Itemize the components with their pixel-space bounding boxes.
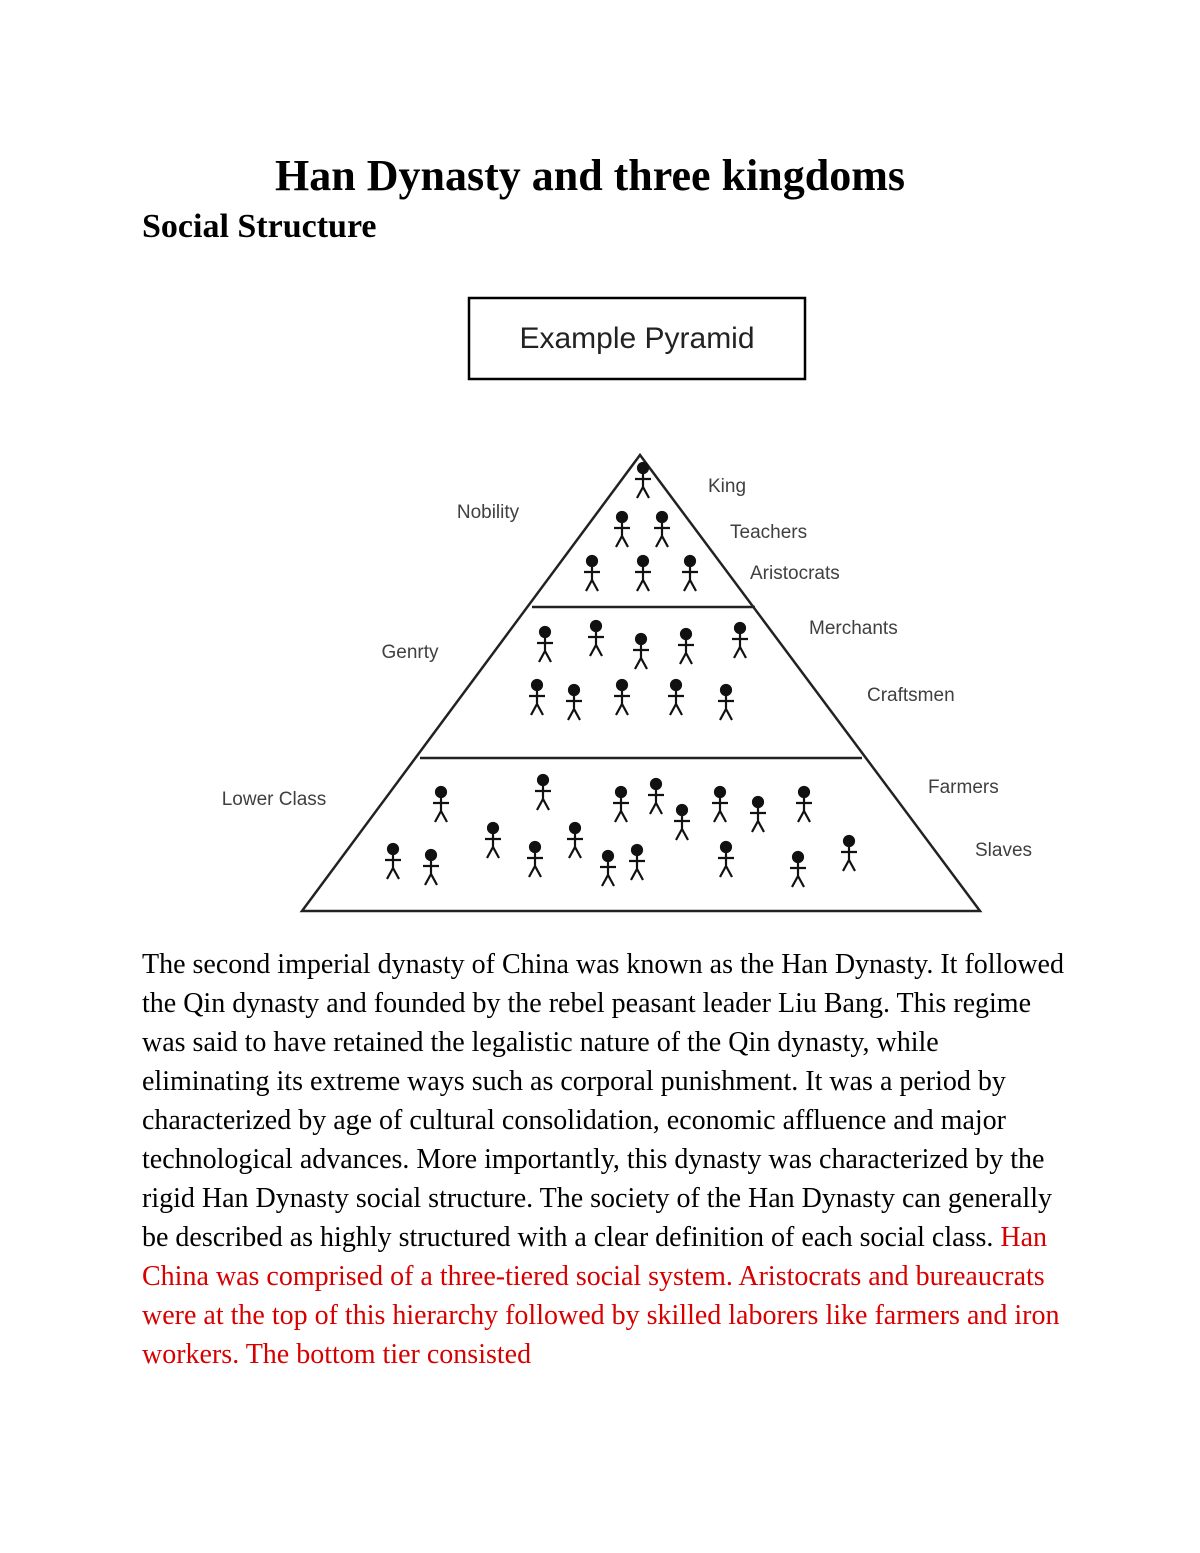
role-label-merchants: Merchants (809, 618, 898, 639)
paragraph-highlight: Han China was comprised of a three-tiered social system. Aristocrats and bureaucrats were at the top of this hierarchy followed by skilled laborers like farmers and iron workers. The bottom tier consisted (142, 1222, 1060, 1370)
role-label-slaves: Slaves (975, 840, 1033, 861)
stick-figure-25 (485, 823, 501, 858)
stick-figure-13 (566, 685, 582, 720)
stick-figure-6 (682, 556, 698, 591)
stick-figure-27 (629, 845, 645, 880)
stick-figure-24 (750, 797, 766, 832)
social-pyramid-diagram (0, 280, 1200, 920)
role-label-craftsmen: Craftsmen (867, 685, 955, 706)
stick-figure-15 (668, 680, 684, 715)
stick-figure-3 (654, 512, 670, 547)
role-label-farmers: Farmers (928, 777, 999, 798)
stick-figure-32 (718, 842, 734, 877)
stick-figure-18 (535, 775, 551, 810)
stick-figure-16 (718, 685, 734, 720)
stick-figure-34 (841, 836, 857, 871)
pyramid-outline (302, 455, 980, 911)
stick-figure-31 (527, 842, 543, 877)
stick-figure-5 (635, 556, 651, 591)
stick-figure-11 (732, 623, 748, 658)
stick-figure-8 (588, 621, 604, 656)
stick-figure-33 (790, 852, 806, 887)
role-label-aristocrats: Aristocrats (750, 563, 840, 584)
stick-figure-22 (796, 787, 812, 822)
stick-figure-14 (614, 680, 630, 715)
document-title: Han Dynasty and three kingdoms (275, 151, 905, 200)
stick-figure-2 (614, 512, 630, 547)
stick-figure-28 (600, 851, 616, 886)
stick-figure-4 (584, 556, 600, 591)
stick-figure-7 (537, 627, 553, 662)
stick-figure-9 (633, 634, 649, 669)
tier-label-nobility: Nobility (456, 502, 520, 523)
stick-figure-23 (674, 805, 690, 840)
section-heading: Social Structure (142, 208, 377, 245)
stick-figure-29 (385, 844, 401, 879)
stick-figure-21 (712, 787, 728, 822)
example-pyramid-label: Example Pyramid (519, 322, 755, 355)
role-label-king: King (708, 476, 747, 497)
stick-figure-20 (648, 779, 664, 814)
stick-figure-26 (567, 823, 583, 858)
stick-figure-10 (678, 629, 694, 664)
stick-figure-1 (635, 463, 651, 498)
role-label-teachers: Teachers (730, 522, 808, 543)
tier-label-gentry: Genrty (381, 642, 439, 663)
stick-figure-19 (613, 787, 629, 822)
stick-figure-30 (423, 850, 439, 885)
stick-figure-12 (529, 680, 545, 715)
tier-label-lower-class: Lower Class (221, 789, 327, 810)
stick-figure-17 (433, 787, 449, 822)
body-paragraph (142, 945, 1072, 1374)
paragraph-text: The second imperial dynasty of China was known as the Han Dynasty. It followed the Qin dynasty and founded by the rebel peasant leader Liu Bang. This regime was said to have retained the legalistic nature of the Qin dynasty, while eliminating its extreme ways such as corporal punishment. It was a period by characterized by age of cultural consolidation, economic affluence and major technological advances. More importantly, this dynasty was characterized by the rigid Han Dynasty social structure. The society of the Han Dynasty can generally be described as highly structured with a clear definition of each social class. (142, 949, 1064, 1253)
